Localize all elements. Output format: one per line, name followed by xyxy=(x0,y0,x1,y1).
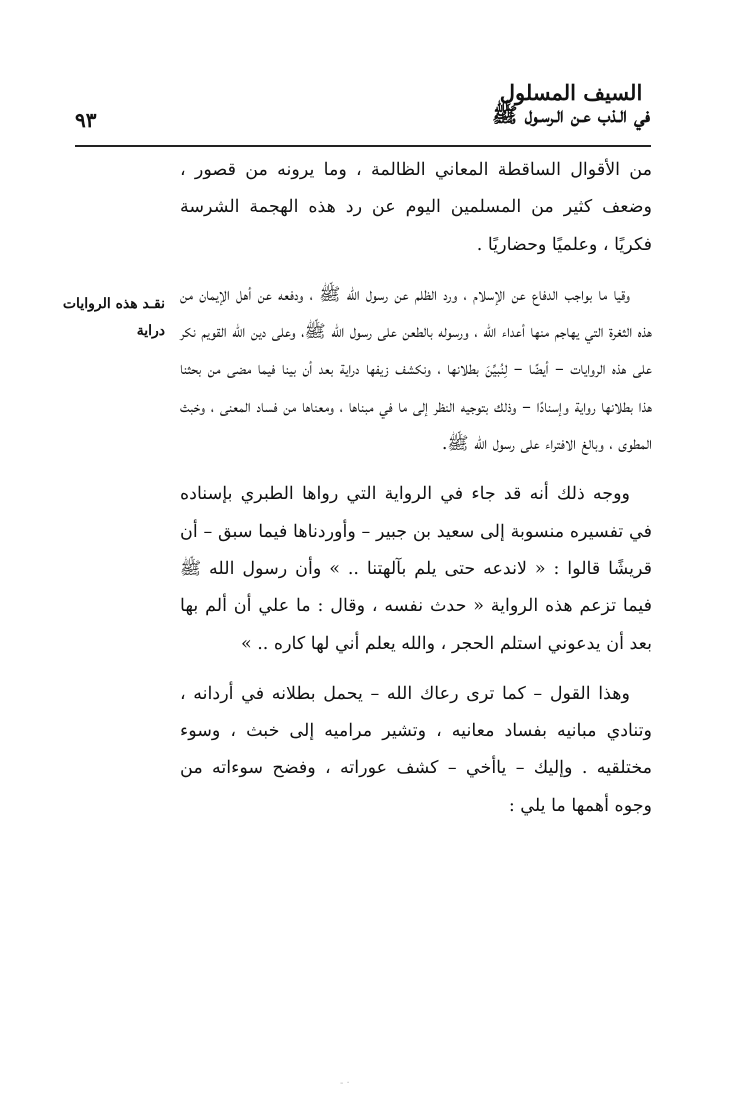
running-title-line2: في الـذب عـن الـرسـول ﷺ xyxy=(492,102,650,128)
body-text xyxy=(180,152,652,825)
paragraph-2: وقيا ما بواجب الدفاع عن الإسلام ، ورد الظلم عن رسول الله ﷺ ، ودفعه عن أهل الإيمان من هذه الثغرة التي يهاجم منها أعداء الله ، ورسوله بالطعن على رسول الله ﷺ، وعلى دين الله القويم نكر على هذه الروايات – أيضًا – لِنُبيِّنَ بطلانها ، ونكشف زيفها دراية بعد أن بينا فيما مضى من بحثنا هذا بطلانها رواية وإسنادًا – وذلك بتوجيه النظر إلى ما في مبناها ، ومعناها من فساد المعنى ، وخبث المطوى ، وبالغ الافتراء على رسول الله ﷺ. xyxy=(180,284,652,455)
running-title-line1: السيف المسلول xyxy=(499,80,643,105)
margin-note-line1: نقـد هذه الروايات xyxy=(62,296,165,312)
paragraph-1: من الأقوال الساقطة المعاني الظالمة ، وما يرونه من قصور ، وضعف كثير من المسلمين اليوم عن رد هذه الهجمة الشرسة فكريًا ، وعلميًا وحضاريًا . xyxy=(180,160,652,255)
margin-note xyxy=(40,291,165,345)
page-header xyxy=(75,82,650,142)
margin-note-line2: دراية xyxy=(136,323,165,339)
page-number: ٩٣ xyxy=(75,108,97,132)
running-title xyxy=(492,82,650,126)
paragraph-3: ووجه ذلك أنه قد جاء في الرواية التي رواها الطبري بإسناده في تفسيره منسوبة إلى سعيد بن جبير – وأوردناها فيما سبق – أن قريشًا قالوا : « لاندعه حتى يلم بآلهتنا .. » وأن رسول الله ﷺ فيما تزعم هذه الرواية « حدث نفسه ، وقال : ما علي أن ألم بها بعد أن يدعوني استلم الحجر ، والله يعلم أني لها كاره .. » xyxy=(180,484,652,654)
footer-mark: - · xyxy=(340,1078,350,1089)
paragraph-4: وهذا القول – كما ترى رعاك الله – يحمل بطلانه في أردانه ، وتنادي مبانيه بفساد معانيه ، وتشير مراميه إلى خبث ، وسوء مختلقيه . وإليك – ياأخي – كشف عوراته ، وفضح سوءاته من وجوه أهمها ما يلي : xyxy=(180,683,652,816)
header-rule xyxy=(75,145,651,147)
